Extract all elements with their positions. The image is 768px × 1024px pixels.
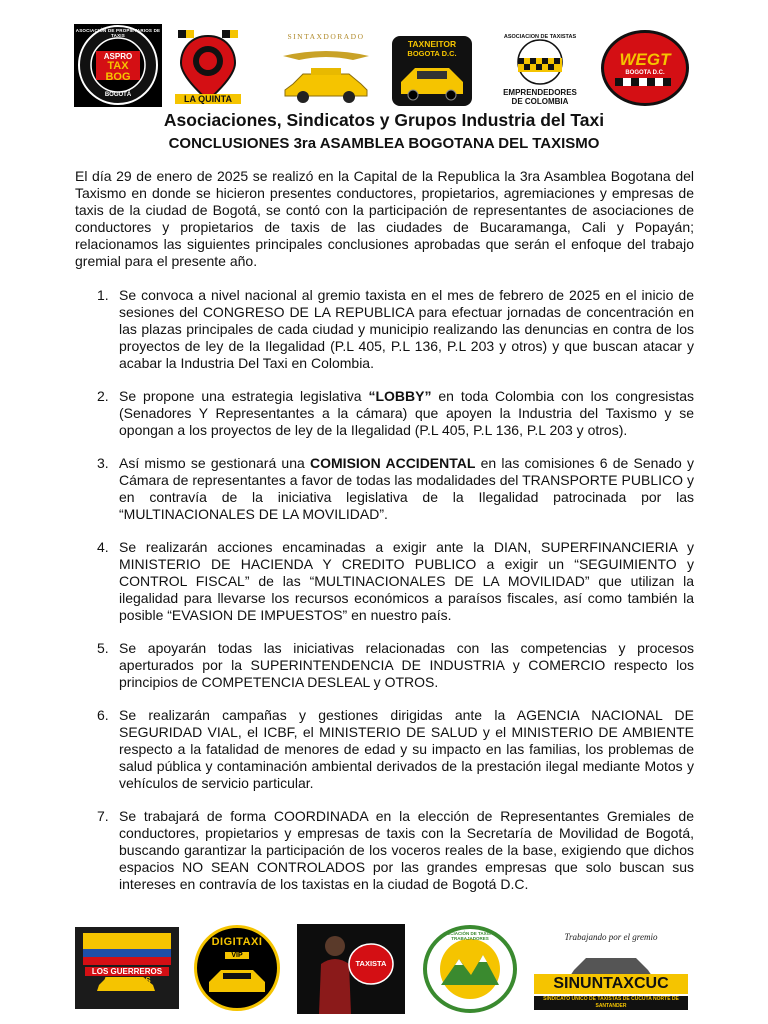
winged-taxi-icon — [273, 44, 379, 104]
list-item-number: 7. — [97, 808, 109, 824]
emprendedores-logo — [496, 34, 584, 108]
guerreros-line1: LOS GUERREROS — [85, 967, 169, 976]
list-item-number: 4. — [97, 539, 109, 555]
aspro-taxbog-logo — [74, 24, 162, 107]
wegt-logo — [601, 30, 689, 106]
taxi-car-icon — [397, 62, 467, 102]
list-item-text: Se propone una estrategia legislativa “LOBBY” en toda Colombia con los congresistas (Senadores Y Representantes a la cámara) que apoyen la Industria del Taxismo y se opongan a los proyectos de ley de la Ilegalidad (P.L 405, P.L 136, P.L 203 y otros). — [119, 388, 694, 438]
sinuntaxcuc-label: SINUNTAXCUC — [534, 974, 688, 994]
document-body — [75, 168, 694, 909]
document-subtitle: CONCLUSIONES 3ra ASAMBLEA BOGOTANA DEL TAXISMO — [168, 135, 600, 152]
digitaxi-car-icon — [207, 964, 267, 998]
emprendedores-top-text: ASOCIACIÓN DE TAXISTAS — [503, 34, 577, 40]
list-item — [75, 808, 694, 893]
andina-association-logo — [423, 925, 517, 1013]
guerreros-amarillos-logo — [75, 927, 179, 1009]
wegt-sub: BOGOTA D.C. — [625, 70, 665, 76]
list-item-number: 3. — [97, 455, 109, 471]
la-quinta-logo — [175, 30, 241, 106]
document-title: Asociaciones, Sindicatos y Grupos Industria del Taxi — [163, 110, 605, 130]
list-item-number: 5. — [97, 640, 109, 656]
list-item — [75, 707, 694, 792]
sintaxdorado-logo — [273, 32, 379, 104]
sinuntaxcuc-top-text: Trabajando por el gremio — [564, 932, 658, 942]
taxista-logo — [297, 924, 405, 1014]
list-item-text: Así mismo se gestionará una COMISION ACCIDENTAL en las comisiones 6 de Senado y Cámara de representantes a favor de todas las modalidades del TRANSPORTE PUBLICO y en contravía de la iniciativa legislativa de la Ilegalidad patrocinada por las “MULTINACIONALES DE LA MOVILIDAD”. — [119, 455, 695, 522]
list-item — [75, 388, 694, 439]
aspro-line1: ASPRO — [103, 52, 133, 61]
list-item — [75, 640, 694, 691]
digitaxi-logo — [194, 925, 280, 1011]
emprendedores-emblem-icon — [496, 34, 584, 86]
list-item-text: Se apoyarán todas las iniciativas relacionadas con las competencias y procesos aperturados por la SUPERINTENDENCIA DE INDUSTRIA y COMERCIO respecto los principios de COMPETENCIA DESLEAL y OTROS. — [119, 640, 694, 690]
taxneitor-logo — [392, 36, 472, 106]
digitaxi-label: DIGITAXI — [211, 936, 263, 948]
list-item — [75, 287, 694, 372]
list-item — [75, 455, 694, 523]
la-quinta-label: LA QUINTA — [175, 94, 241, 104]
sintaxdorado-label: SINTAXDORADO — [287, 32, 365, 41]
taxista-person-icon — [297, 924, 405, 1014]
list-item-text: Se realizarán campañas y gestiones dirigidas ante la AGENCIA NACIONAL DE SEGURIDAD VIAL, el ICBF, el MINISTERIO DE SALUD y el MINISTERIO DE AMBIENTE respecto a la fatalidad de menores de edad y su impacto en las familias, los problemas de salud pública y contaminación ambiental derivados de la prestación ilegal mediante Motos y vehículos de servicio particular. — [119, 707, 694, 791]
sinuntaxcuc-logo — [534, 928, 688, 1012]
taxista-label: TAXISTA — [355, 959, 387, 968]
aspro-line3: BOG — [105, 71, 131, 83]
list-item-text: Se trabajará de forma COORDINADA en la elección de Representantes Gremiales de conductores, propietarios y empresas de taxis con la Secretaría de Movilidad de Bogotá, buscando garantizar la participación de los voceros reales de la base, exigiendo que dichos espacios NO SEAN CONTROLADOS por las grandes empresas que solo buscan sus intereses en contravía de los taxistas en la ciudad de Bogotá D.C. — [119, 808, 694, 892]
mountain-landscape-icon — [427, 929, 513, 1009]
list-item — [75, 539, 694, 624]
list-item-text: Se realizarán acciones encaminadas a exigir ante la DIAN, SUPERFINANCIERIA y MINISTERIO DE HACIENDA Y CREDITO PUBLICO a exigir un “SEGUIMIENTO y CONTROL FISCAL” de las “MULTINACIONALES DE LA MOVILIDAD” que utilizan la ilegalidad para llevarse los recursos económicos a paraísos fiscales, así como también la posible “EVASION DE IMPUESTOS” en nuestro país. — [119, 539, 694, 623]
intro-paragraph: El día 29 de enero de 2025 se realizó en la Capital de la Republica la 3ra Asamblea Bogotana del Taxismo en donde se hicieron presentes conductores, propietarios, agremiaciones y empresas de taxis de la ciudad de Bogotá, se contó con la participación de representantes de asociaciones de conductores y propietarios de taxis de las ciudades de Bucaramanga, Cali y Popayán; relacionamos las siguientes principales conclusiones aprobadas que serán el enfoque del trabajo gremial para el presente año. — [75, 168, 694, 269]
digitaxi-badge: VIP — [225, 952, 249, 959]
aspro-line2: TAX — [107, 60, 129, 72]
taxneitor-line1: TAXNEITOR — [407, 39, 457, 49]
list-item-number: 2. — [97, 388, 109, 404]
emprendedores-line2: DE COLOMBIA — [511, 97, 569, 106]
conclusions-list — [75, 287, 694, 893]
taxneitor-line2: BOGOTA D.C. — [407, 49, 457, 58]
list-item-text: Se convoca a nivel nacional al gremio taxista en el mes de febrero de 2025 en el inicio de sesiones del CONGRESO DE LA REPUBLICA para efectuar jornadas de concentración en las plazas principales de cada ciudad y municipio realizando las denuncias en contra de los proyectos de ley de la Ilegalidad (P.L 405, P.L 136, P.L 203 y otros) y que buscan atacar y acabar la Industria Del Taxi en Colombia. — [119, 287, 694, 371]
sinuntaxcuc-sub-text: SINDICATO ÚNICO DE TAXISTAS DE CÚCUTA NORTE DE SANTANDER — [534, 996, 688, 1010]
emprendedores-line1: EMPRENDEDORES — [503, 88, 577, 97]
andina-ring-text: ASOCIACIÓN DE TAXISTAS TRABAJADORES — [440, 931, 500, 941]
list-item-number: 1. — [97, 287, 109, 303]
wegt-label: WEGT — [619, 50, 671, 69]
guerreros-line2: AMARILLOS — [103, 976, 151, 985]
list-item-number: 6. — [97, 707, 109, 723]
aspro-ring-text: ASOCIACIÓN DE PROPIETARIOS DE TAXIS — [75, 28, 161, 38]
aspro-bottom-text: BOGOTÁ — [104, 92, 132, 98]
